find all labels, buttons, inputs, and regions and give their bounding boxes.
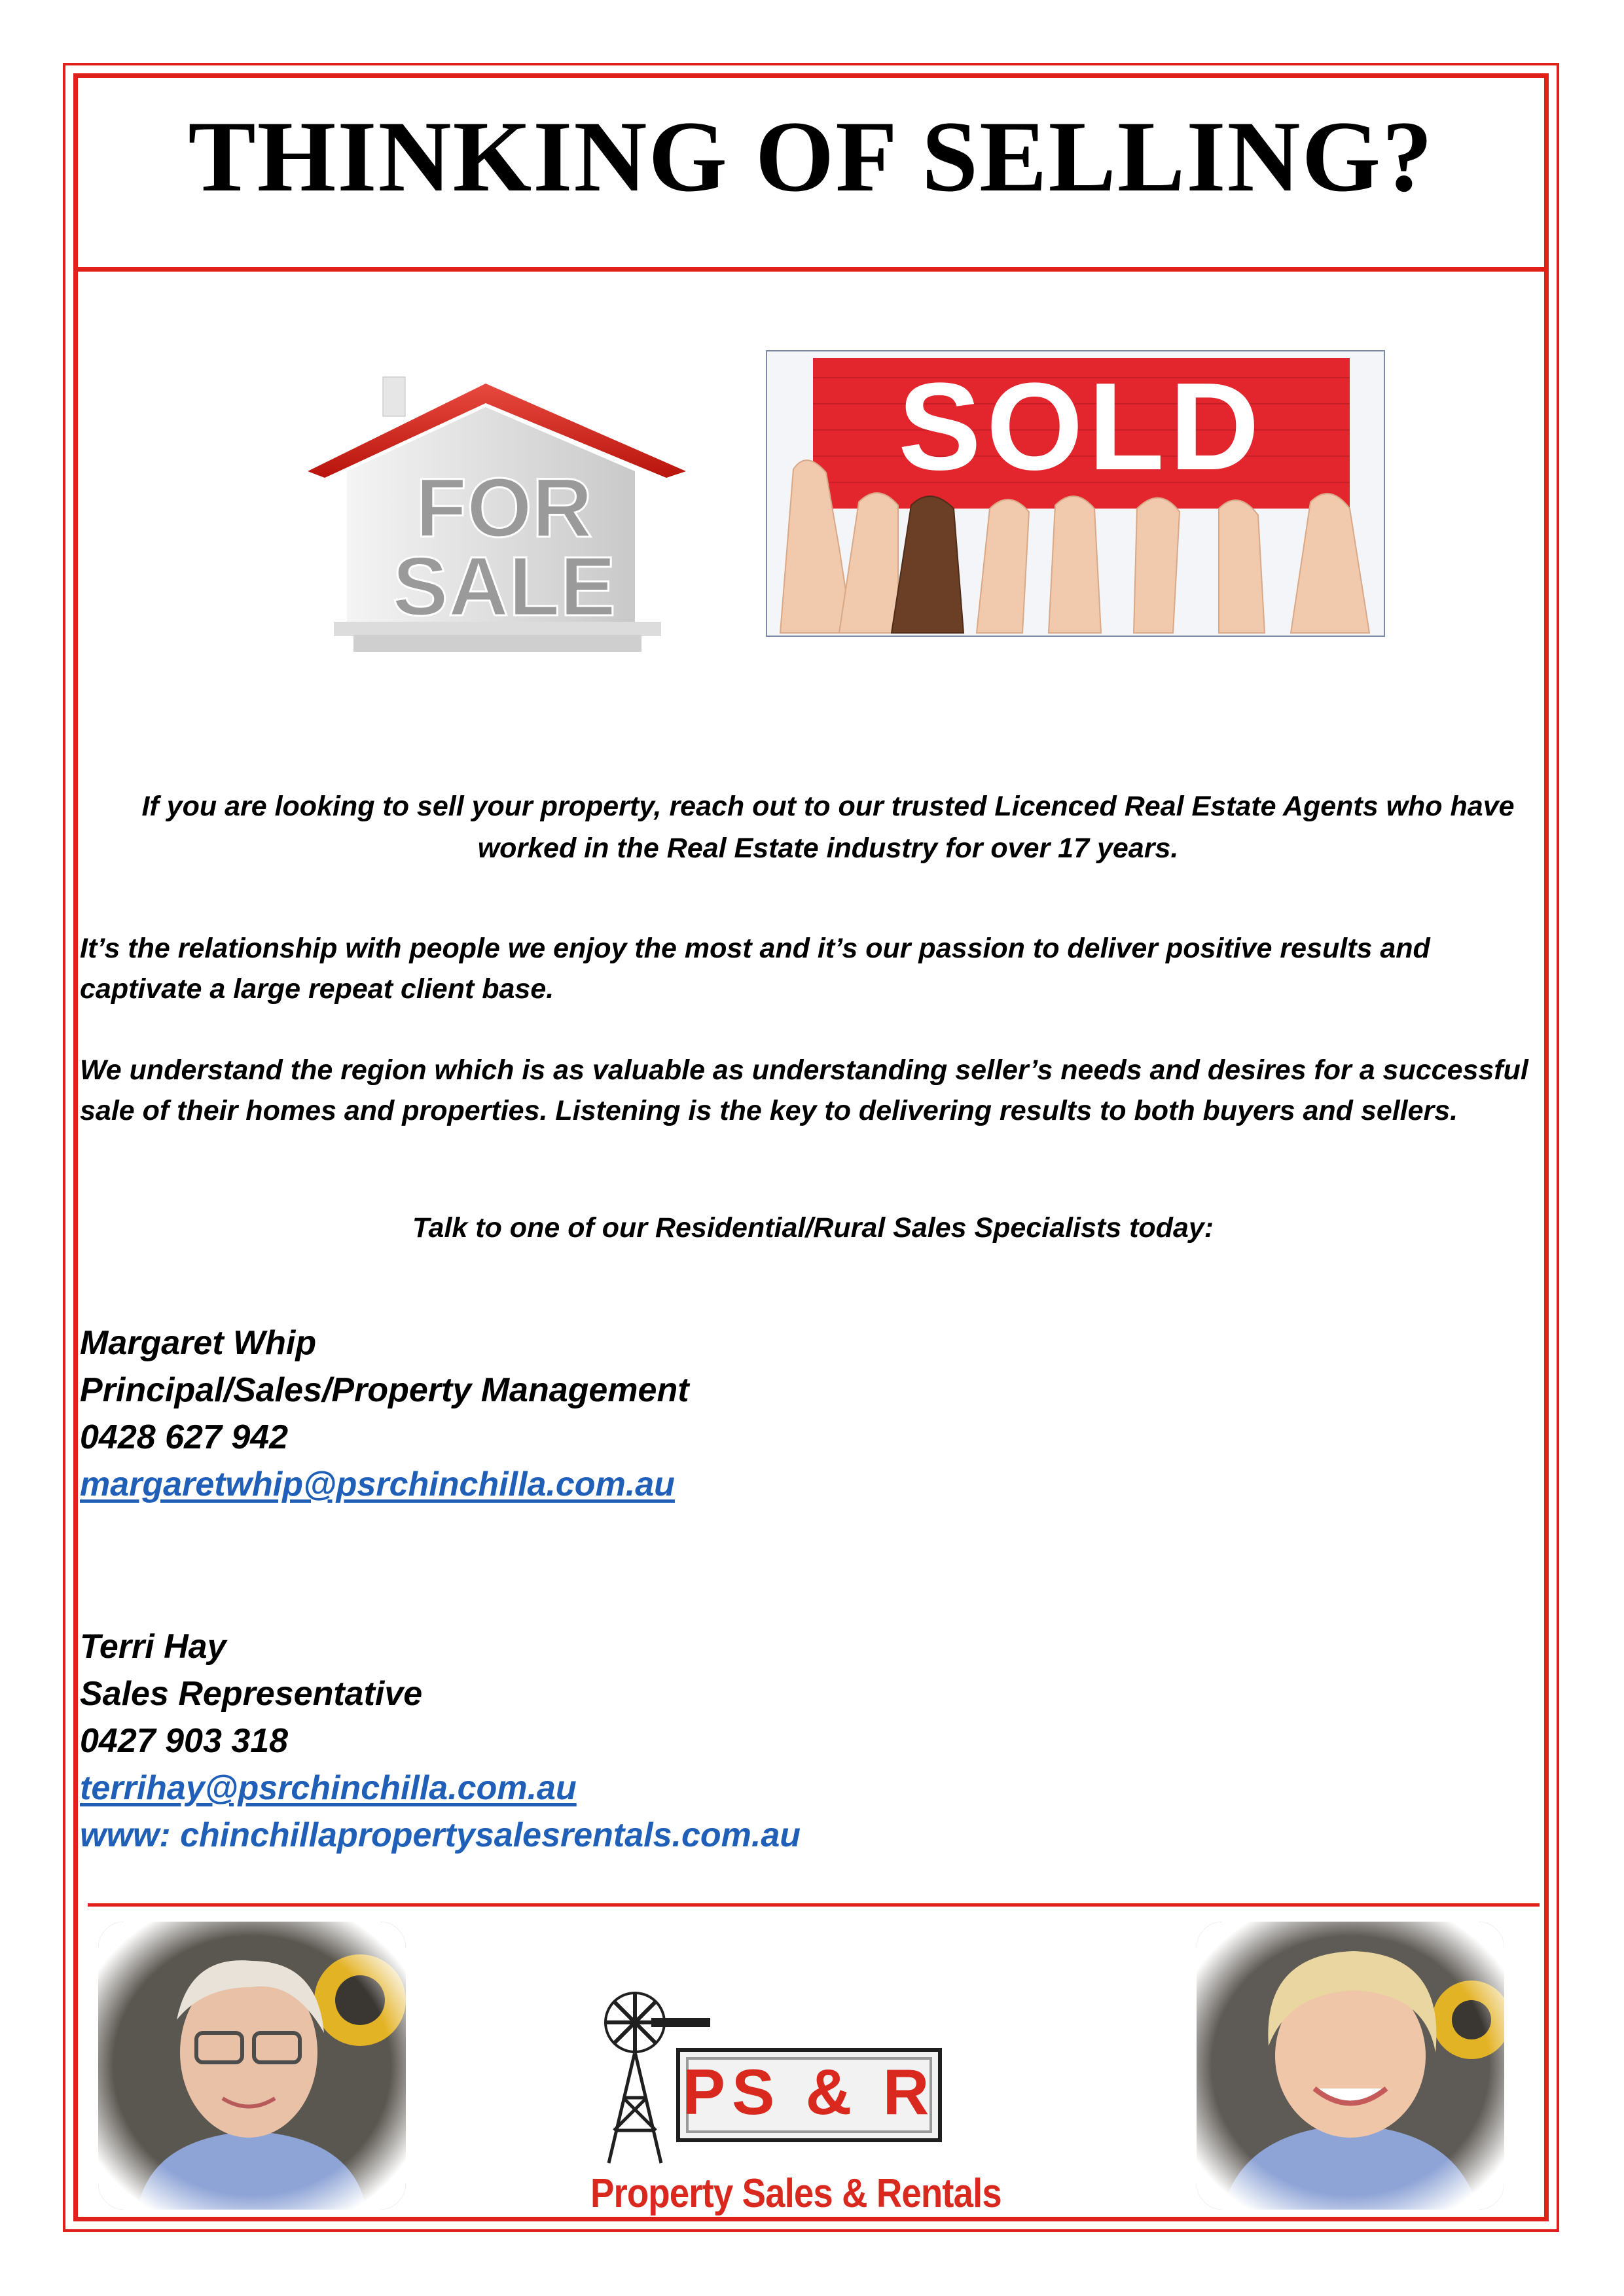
logo-mark-text: PS & R (682, 2056, 936, 2128)
region-paragraph: We understand the region which is as valuable as understanding seller’s needs and desires for a successful sale of their homes and properties. Listening is the key to delivering results to both buyers and sellers. (80, 1054, 1528, 1126)
contact-name: Terri Hay (80, 1628, 226, 1666)
agent-photo-margaret (98, 1922, 406, 2210)
footer-divider (88, 1903, 1540, 1907)
website-link[interactable]: www: chinchillapropertysalesrentals.com.au (80, 1816, 801, 1854)
agent-photo-terri (1197, 1922, 1504, 2210)
for-sale-house-image (308, 373, 694, 661)
contact-email-link[interactable]: terrihay@psrchinchilla.com.au (80, 1769, 577, 1807)
contact-block-margaret (80, 1319, 689, 1508)
relationship-paragraph: It’s the relationship with people we enjoy the most and it’s our passion to deliver positive results and captivate a large repeat client base. (80, 933, 1430, 1005)
windmill-icon (605, 1993, 710, 2052)
call-to-action: Talk to one of our Residential/Rural Sales Specialists today: (412, 1212, 1214, 1244)
contact-email-link[interactable]: margaretwhip@psrchinchilla.com.au (80, 1465, 675, 1503)
contact-phone: 0427 903 318 (80, 1722, 289, 1760)
logo-company-name: Property Sales & Rentals (590, 2171, 1001, 2216)
contact-role: Sales Representative (80, 1675, 423, 1713)
title-divider (73, 267, 1549, 272)
for-text: FOR (415, 461, 593, 555)
contact-role: Principal/Sales/Property Management (80, 1371, 689, 1409)
sold-text: SOLD (898, 357, 1265, 496)
contact-phone: 0428 627 942 (80, 1418, 289, 1456)
page-title: THINKING OF SELLING? (188, 100, 1434, 213)
contact-block-terri (80, 1623, 801, 1859)
intro-text: If you are looking to sell your property, reach out to our trusted Licenced Real Estate Agents who have worked in the Real Estate industry for over 17 years. (141, 791, 1515, 864)
sold-sign-image (766, 350, 1385, 637)
sale-text: SALE (392, 540, 616, 634)
contact-name: Margaret Whip (80, 1324, 317, 1362)
